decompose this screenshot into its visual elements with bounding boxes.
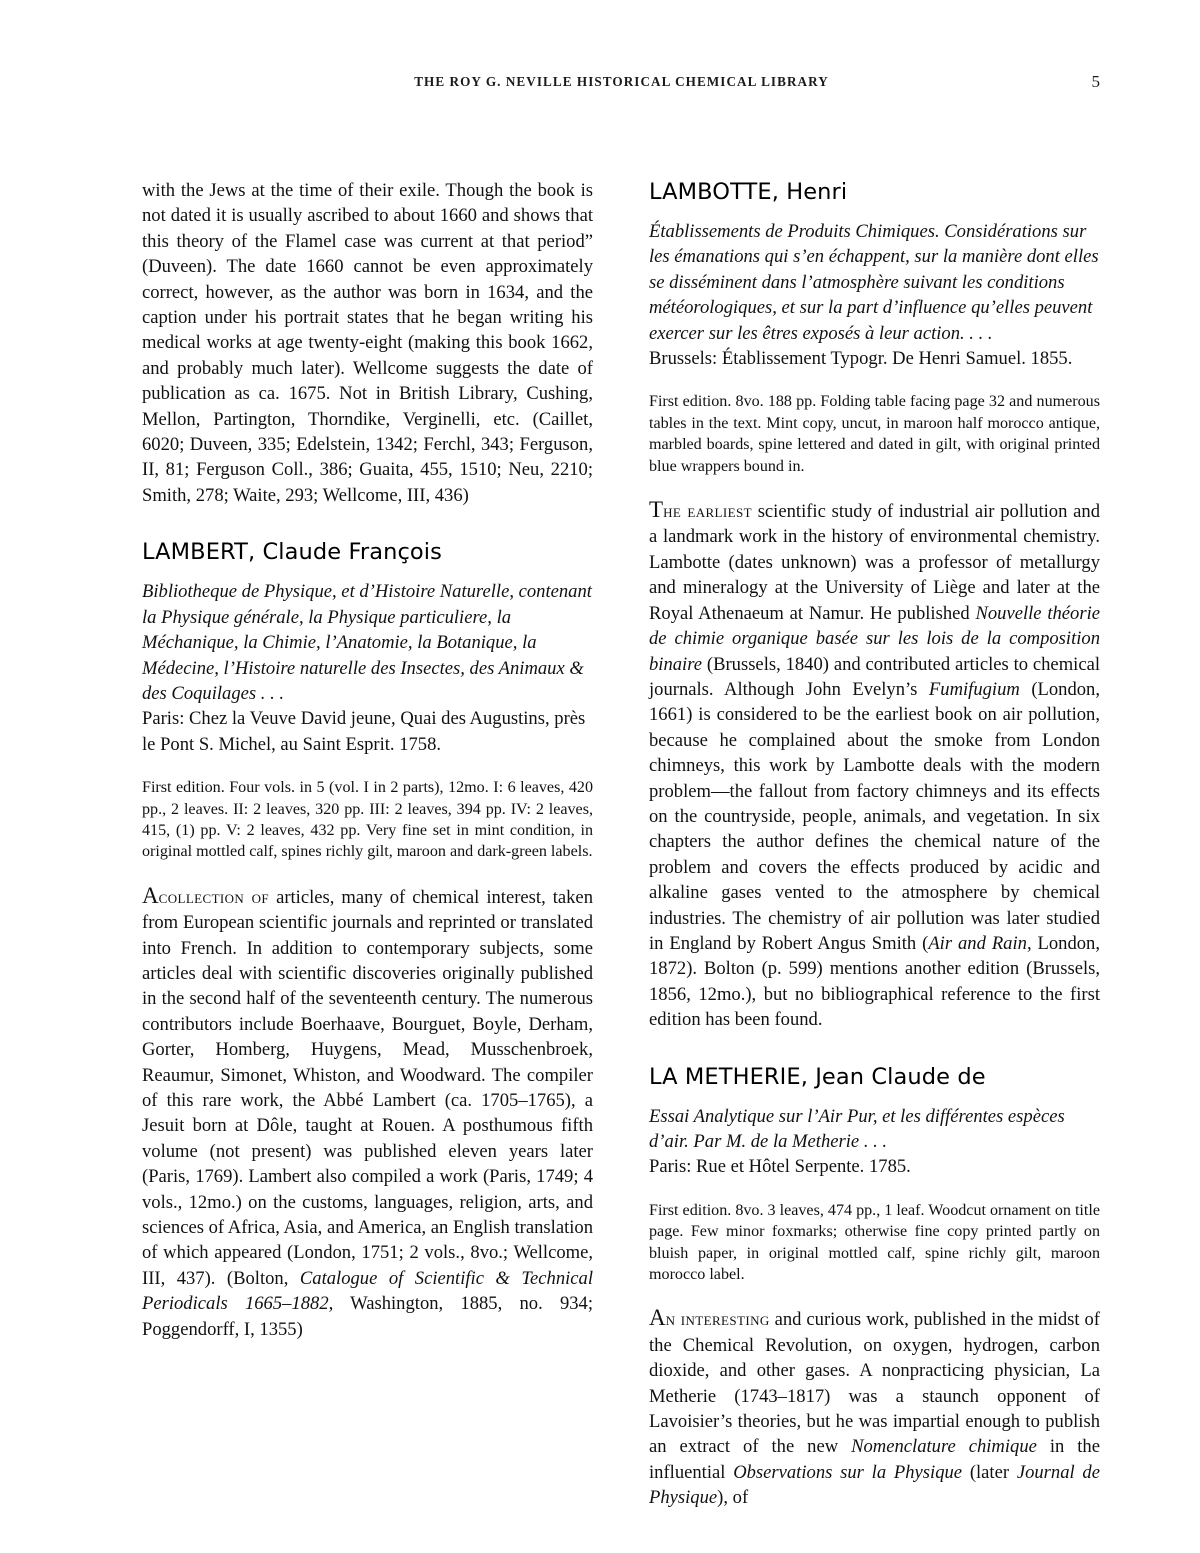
note-lead-letter: A xyxy=(142,882,159,908)
running-head-title: THE ROY G. NEVILLE HISTORICAL CHEMICAL LIBRARY xyxy=(414,74,829,89)
entry-lambotte xyxy=(649,178,1100,1033)
note-text-3: (later xyxy=(962,1461,1017,1483)
entry-note xyxy=(649,1305,1100,1510)
entry-note xyxy=(142,883,593,1342)
entry-imprint: Paris: Chez la Veuve David jeune, Quai des Augustins, près le Pont S. Michel, au Saint Esprit. 1758. xyxy=(142,708,586,755)
note-smallcaps: he earliest xyxy=(663,501,752,523)
note-italic-2: Fumifugium xyxy=(928,678,1020,700)
page-number: 5 xyxy=(1091,72,1100,91)
note-lead-letter: A xyxy=(649,1305,666,1331)
entry-lambert xyxy=(142,538,593,1342)
note-text-3: (London, 1661) is considered to be the earliest book on air pollution, because he complained about the smoke from London chimneys, this work by Lambotte deals with the modern problem—the fallout from factory chimneys and its effects on the countryside, people, animals, and vegetation. In six chapters the author defines the chemical nature of the problem and covers the effects produced by acidic and alkaline gases vented to the atmosphere by chemical industries. The chemistry of air pollution was later studied in England by Robert Angus Smith ( xyxy=(649,678,1100,954)
note-italic-3: Air and Rain, xyxy=(928,932,1032,954)
entry-title: Bibliotheque de Physique, et d’Histoire Naturelle, contenant la Physique générale, la Physique particuliere, la Méchanique, la Chimie, l’Anatomie, la Botanique, la Médecine, l’Histoire naturelle des Insectes, des Animaux & des Coquilages . . . xyxy=(142,581,592,704)
note-text-2: in the influential xyxy=(649,1436,1100,1483)
note-smallcaps: n interesting xyxy=(665,1309,770,1331)
entry-collation: First edition. Four vols. in 5 (vol. I in 2 parts), 12mo. I: 6 leaves, 420 pp., 2 leaves. II: 2 leaves, 320 pp. III: 2 leaves, 394 pp. IV: 2 leaves, 415, (1) pp. V: 2 leaves, 432 pp. Very fine set in mint condition, in original mottled calf, spines richly gilt, maroon and dark-green labels. xyxy=(142,779,593,861)
note-text-1: and curious work, published in the midst of the Chemical Revolution, on oxygen, hydrogen, carbon dioxide, and other gases. A nonpracticing physician, La Metherie (1743–1817) was a staunch opponent of Lavoisier’s theories, but he was impartial enough to publish an extract of the new xyxy=(649,1309,1100,1458)
entry-heading: LAMBERT, Claude François xyxy=(142,539,442,566)
note-italic-3: Journal de Physique xyxy=(649,1461,1100,1509)
entry-heading: LAMBOTTE, Henri xyxy=(649,179,848,205)
note-text-1: scientific study of industrial air pollution and a landmark work in the history of environmental chemistry. Lambotte (dates unknown) was a professor of metallurgy and mineralogy at the University of Liège and later at the Royal Athenaeum at Namur. He published xyxy=(649,501,1100,624)
continued-paragraph: with the Jews at the time of their exile. Though the book is not dated it is usually ascribed to about 1660 and shows that this theory of the Flamel case was current at that period” (Duveen). The date 1660 cannot be even approximately correct, however, as the author was born in 1634, and the caption under his portrait states that he began writing his medical works at age twenty-eight (making this book 1662, and probably much later). Wellcome suggests the date of publication as ca. 1675. Not in British Library, Cushing, Mellon, Partington, Thorndike, Verginelli, etc. (Caillet, 6020; Duveen, 335; Edelstein, 1342; Ferchl, 343; Ferguson, II, 81; Ferguson Coll., 386; Guaita, 455, 1510; Neu, 2210; Smith, 278; Waite, 293; Wellcome, III, 436) xyxy=(142,180,593,506)
note-text-tail: Washington, 1885, no. 934; Poggendorff, I, 1355) xyxy=(142,1293,593,1340)
note-italic-1: Nouvelle théorie de chimie organique basée sur les lois de la composition binaire xyxy=(649,602,1100,675)
entry-collation: First edition. 8vo. 188 pp. Folding table facing page 32 and numerous tables in the text. Mint copy, uncut, in maroon half morocco antique, marbled boards, spine lettered and dated in gilt, with original printed blue wrappers bound in. xyxy=(649,393,1100,475)
note-text: articles, many of chemical interest, taken from European scientific journals and reprinted or translated into French. In addition to contemporary subjects, some articles deal with scientific discoveries originally published in the second half of the seventeenth century. The numerous contributors include Boerhaave, Bourguet, Boyle, Derham, Gorter, Homberg, Huygens, Mead, Musschenbroek, Reaumur, Simonet, Whiston, and Woodward. The compiler of this rare work, the Abbé Lambert (ca. 1705–1765), a Jesuit born at Dôle, taught at Rouen. A posthumous fifth volume (not present) was published eleven years later (Paris, 1769). Lambert also compiled a work (Paris, 1749; 4 vols., 12mo.) on the customs, languages, religion, arts, and sciences of Africa, Asia, and America, an English translation of which appeared (London, 1751; 2 vols., 8vo.; Wellcome, III, 437). (Bolton, xyxy=(142,886,593,1289)
entry-title: Établissements de Produits Chimiques. Considérations sur les émanations qui s’en échappent, sur la manière dont elles se disséminent dans l’atmosphère suivant les conditions météorologiques, et sur la part d’influence qu’elles peuvent exercer sur les êtres exposés à leur action. . . . xyxy=(649,221,1099,344)
entry-heading: LA METHERIE, Jean Claude de xyxy=(649,1063,986,1090)
note-italic-2: Observations sur la Physique xyxy=(733,1461,963,1483)
entry-collation: First edition. 8vo. 3 leaves, 474 pp., 1 leaf. Woodcut ornament on title page. Few minor foxmarks; otherwise fine copy printed partly on bluish paper, in original mottled calf, spine richly gilt, maroon morocco label. xyxy=(649,1201,1100,1284)
note-text-2: (Brussels, 1840) and contributed articles to chemical journals. Although John Evelyn’s xyxy=(649,653,1100,700)
entry-title: Essai Analytique sur l’Air Pur, et les différentes espèces d’air. Par M. de la Metherie . . . xyxy=(649,1105,1065,1152)
entry-imprint: Brussels: Établissement Typogr. De Henri Samuel. 1855. xyxy=(649,348,1073,370)
note-lead-letter: T xyxy=(649,497,664,523)
entry-la-metherie xyxy=(649,1063,1100,1511)
right-column xyxy=(649,178,1100,1511)
entry-imprint: Paris: Rue et Hôtel Serpente. 1785. xyxy=(649,1156,911,1178)
note-smallcaps: collection of xyxy=(158,886,270,908)
entry-note xyxy=(649,497,1100,1033)
left-column xyxy=(142,178,593,1511)
note-text-4: London, 1872). Bolton (p. 599) mentions another edition (Brussels, 1856, 12mo.), but no bibliographical reference to the first edition has been found. xyxy=(649,932,1101,1031)
running-head xyxy=(143,74,1100,92)
note-text-4: ), of xyxy=(717,1487,749,1509)
two-column-body xyxy=(142,178,1100,1511)
note-italic-1: Nomenclature chimique xyxy=(851,1436,1037,1458)
note-italic-title: Catalogue of Scientific & Technical Periodicals 1665–1882, xyxy=(142,1267,593,1315)
